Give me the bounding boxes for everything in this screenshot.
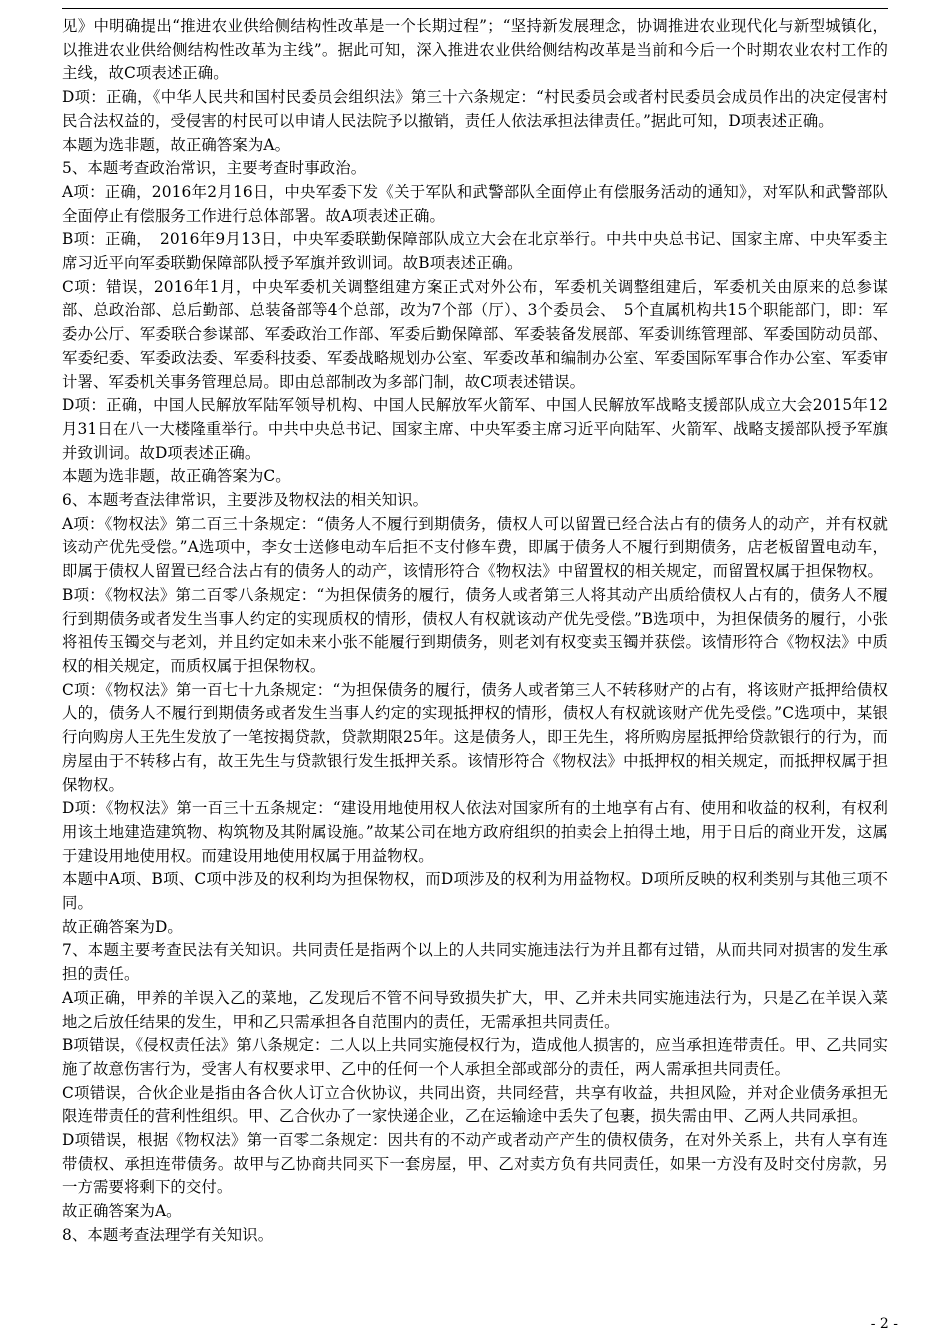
paragraph: B项：《物权法》第二百零八条规定：“为担保债务的履行，债务人或者第三人将其动产出质给债权人占有的，债务人不履行到期债务或者发生当事人约定的实现质权的情形，债权人有权就该动产优先受偿。”B选项中，为担保债务的履行，小张将祖传玉镯交与老刘，并且约定如未来小张不能履行到期债务，则老刘有权变卖玉镯并获偿。该情形符合《物权法》中质权的相关规定，而质权属于担保物权。: [62, 585, 888, 675]
page-number: - 2 -: [870, 1316, 898, 1332]
paragraph: D项：正确，《中华人民共和国村民委员会组织法》第三十六条规定：“村民委员会或者村民委员会成员作出的决定侵害村民合法权益的，受侵害的村民可以申请人民法院予以撤销，责任人依法承担法律责任。”据此可知，D项表述正确。: [62, 88, 888, 130]
paragraph: A项：正确，2016年2月16日，中央军委下发《关于军队和武警部队全面停止有偿服务活动的通知》，对军队和武警部队全面停止有偿服务工作进行总体部署。故A项表述正确。: [62, 182, 888, 225]
question-heading: 8、本题考查法理学有关知识。: [62, 1225, 274, 1244]
paragraph: C项错误，合伙企业是指由各合伙人订立合伙协议，共同出资，共同经营，共享有收益，共担风险，并对企业债务承担无限连带责任的营利性组织。甲、乙合伙办了一家快递企业，乙在运输途中丢失了包裹，损失需由甲、乙两人共同承担。: [62, 1083, 888, 1126]
paragraph: D项：正确，中国人民解放军陆军领导机构、中国人民解放军火箭军、中国人民解放军战略支援部队成立大会2015年12月31日在八一大楼隆重举行。中共中央总书记、国家主席、中央军委主席习近平向陆军、火箭军、战略支援部队授予军旗并致训词。故D项表述正确。: [62, 396, 888, 462]
paragraph: A项：《物权法》第二百三十条规定：“债务人不履行到期债务，债权人可以留置已经合法占有的债务人的动产，并有权就该动产优先受偿。”A选项中，李女士送修电动车后拒不支付修车费，即属于债务人不履行到期债务，店老板留置电动车，即属于债权人留置已经合法占有的债务人的动产，该情形符合《物权法》中留置权的相关规定，而留置权属于担保物权。: [62, 514, 888, 581]
paragraph: 本题为选非题，故正确答案为C。: [62, 467, 291, 486]
paragraph: 故正确答案为D。: [62, 917, 183, 936]
paragraph: D项：《物权法》第一百三十五条规定：“建设用地使用权人依法对国家所有的土地享有占有、使用和收益的权利，有权利用该土地建造建筑物、构筑物及其附属设施。”故某公司在地方政府组织的拍卖会上拍得土地，用于日后的商业开发，这属于建设用地使用权。而建设用地使用权属于用益物权。: [62, 799, 888, 865]
header-rule: [62, 8, 888, 9]
paragraph: D项错误，根据《物权法》第一百零二条规定：因共有的不动产或者动产产生的债权债务，在对外关系上，共有人享有连带债权、承担连带债务。故甲与乙协商共同买下一套房屋，甲、乙对卖方负有共同责任，如果一方没有及时交付房款，另一方需要将剩下的交付。: [62, 1131, 888, 1197]
paragraph: 故正确答案为A。: [62, 1202, 182, 1221]
paragraph: 见》中明确提出“推进农业供给侧结构性改革是一个长期过程”；“坚持新发展理念，协调推进农业现代化与新型城镇化，以推进农业供给侧结构性改革为主线”。据此可知，深入推进农业供给侧结构改革是当前和今后一个时期农业农村工作的主线，故C项表述正确。: [62, 17, 888, 83]
paragraph: B项错误，《侵权责任法》第八条规定：二人以上共同实施侵权行为，造成他人损害的，应当承担连带责任。甲、乙共同实施了故意伤害行为，受害人有权要求甲、乙中的任何一个人承担全部或部分的责任，两人需承担共同责任。: [62, 1036, 888, 1078]
paragraph: 本题为选非题，故正确答案为A。: [62, 135, 291, 154]
paragraph: C项：《物权法》第一百七十九条规定：“为担保债务的履行，债务人或者第三人不转移财产的占有，将该财产抵押给债权人的，债务人不履行到期债务或者发生当事人约定的实现抵押权的情形，债权人有权就该财产优先受偿。”C选项中，某银行向购房人王先生发放了一笔按揭贷款，贷款期限25年。这是债务人，即王先生，将所购房屋抵押给贷款银行的行为，而房屋由于不转移占有，故王先生与贷款银行发生抵押关系。该情形符合《物权法》中抵押权的相关规定，而抵押权属于担保物权。: [62, 680, 888, 794]
answer-explanations: [62, 15, 888, 1248]
paragraph: C项：错误，2016年1月，中央军委机关调整组建方案正式对外公布，军委机关调整组建后，军委机关由原来的总参谋部、总政治部、总后勤部、总装备部等4个总部，改为7个部（厅）、3个委员会、 5个直属机构共15个职能部门，即：军委办公厅、军委联合参谋部、军委政治工作部、军委后勤保障部、军委装备发展部、军委训练管理部、军委国防动员部、军委纪委、军委政法委、军委科技委、军委战略规划办公室、军委改革和编制办公室、军委国际军事合作办公室、军委审计署、军委机关事务管理总局。即由总部制改为多部门制，故C项表述错误。: [62, 277, 888, 391]
paragraph: A项正确，甲养的羊误入乙的菜地，乙发现后不管不问导致损失扩大，甲、乙并未共同实施违法行为，只是乙在羊误入菜地之后放任结果的发生，甲和乙只需承担各自范围内的责任，无需承担共同责任。: [62, 988, 888, 1031]
question-heading: 6、本题考查法律常识，主要涉及物权法的相关知识。: [62, 491, 429, 510]
question-heading: 5、本题考查政治常识，主要考查时事政治。: [62, 159, 367, 178]
paragraph: 本题中A项、B项、C项中涉及的权利均为担保物权，而D项涉及的权利为用益物权。D项所反映的权利类别与其他三项不同。: [62, 870, 888, 913]
question-heading: 7、本题主要考查民法有关知识。共同责任是指两个以上的人共同实施违法行为并且都有过错，从而共同对损害的发生承担的责任。: [62, 941, 888, 984]
paragraph: B项：正确， 2016年9月13日，中央军委联勤保障部队成立大会在北京举行。中共中央总书记、国家主席、中央军委主席习近平向军委联勤保障部队授予军旗并致训词。故B项表述正确。: [62, 230, 888, 273]
